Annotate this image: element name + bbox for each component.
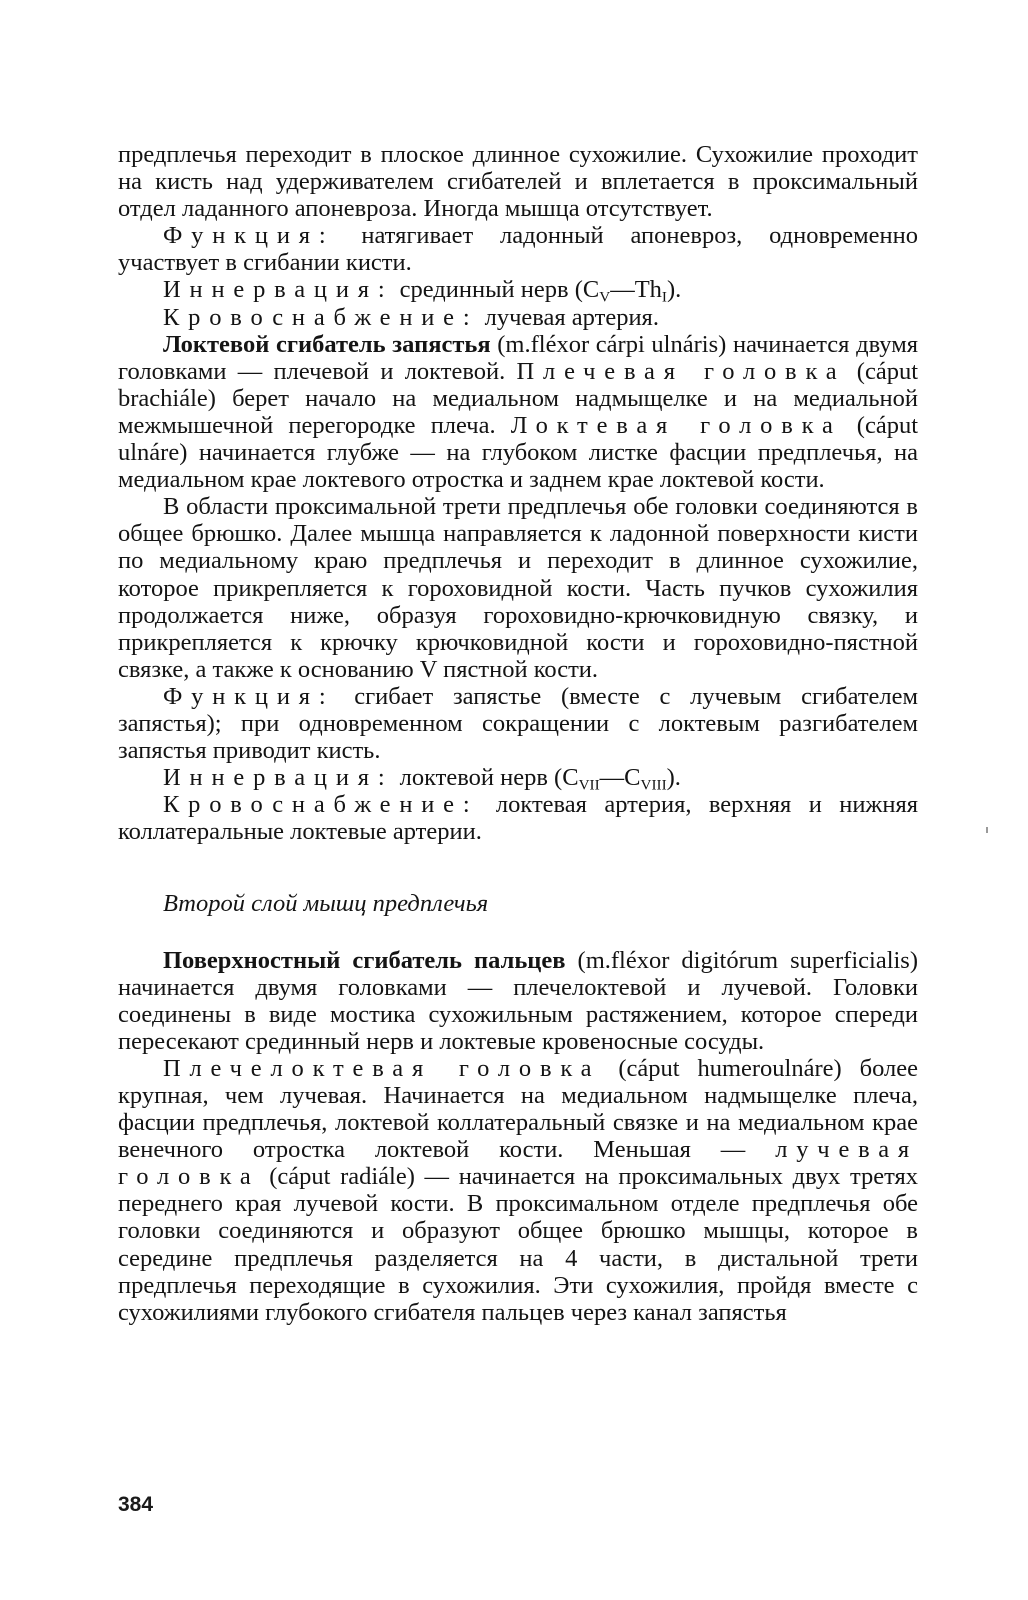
innervation-label: Иннервация:	[163, 276, 394, 304]
function-text: натягивает ладонный апоневроз, одновременно участвует в сгибании кисти.	[118, 222, 918, 277]
humeral-head-label: Плечевая головка	[516, 357, 846, 385]
innervation-subscript: VII	[578, 776, 600, 794]
innervation-dash: —C	[599, 764, 641, 792]
function-paragraph	[118, 683, 918, 764]
innervation-label: Иннервация:	[163, 764, 394, 792]
superficial-flexor-text: начинается двумя головками — плечелоктевой и лучевой. Головки соединены в виде мостика сухожильным растяжением, которое спереди пересекают срединный нерв и локтевые кровеносные сосуды.	[118, 973, 918, 1055]
function-label: Функция:	[163, 682, 335, 710]
humeral-head-latin: (cáput brachiále)	[118, 357, 918, 412]
humeroulnar-head-label: Плечелоктевая головка	[163, 1054, 601, 1082]
humeral-head-text: берет начало на медиальном надмыщелке и на медиальной межмышечной перегородке плеча.	[118, 384, 919, 439]
innervation-subscript: I	[661, 288, 667, 306]
function-label: Функция:	[163, 222, 335, 250]
section-heading: Второй слой мышц предплечья	[163, 890, 489, 918]
page-number: 384	[118, 1493, 154, 1516]
ulnar-flexor-course-paragraph: В области проксимальной трети предплечья обе головки соединяются в общее брюшко. Далее мышца направляется к ладонной поверхности кисти по медиальному краю предплечья и переходит в длинное сухожилие, которое прикрепляется к гороховидной кости. Часть пучков сухожилия продолжается ниже, образуя гороховидно-крючковидную связку, и прикрепляется к крючку крючковидной кости и гороховидно-пястной связке, а также к основанию V пястной кости.	[118, 493, 918, 683]
innervation-text: локтевой нерв (C	[399, 764, 579, 792]
ulnar-head-latin: (cáput ulnáre)	[118, 411, 919, 467]
humeroulnar-head-paragraph	[118, 1055, 918, 1326]
superficial-flexor-latin: (m.fléxor digitórum superficialis)	[577, 946, 918, 974]
blood-supply-label: Кровоснабжение:	[163, 791, 479, 819]
margin-mark	[986, 827, 988, 833]
innervation-text: срединный нерв (C	[399, 276, 600, 304]
ulnar-head-text: начинается глубже — на глубоком листке фасции предплечья, на медиальном крае локтевого отростка и заднем крае локтевой кости.	[118, 439, 918, 494]
ulnar-head-label: Локтевая головка	[510, 411, 842, 439]
humeroulnar-head-latin: (cáput humeroulnáre)	[618, 1054, 842, 1082]
function-paragraph	[118, 222, 918, 276]
blood-supply-paragraph	[118, 304, 918, 331]
blood-supply-text: локтевая артерия, верхняя и нижняя коллатеральные локтевые артерии.	[118, 791, 919, 846]
innervation-subscript: V	[599, 288, 611, 306]
innervation-end: ).	[666, 764, 681, 792]
innervation-subscript: VIII	[640, 776, 667, 794]
radial-head-latin: (cáput radiále)	[269, 1163, 415, 1191]
function-text: сгибает запястье (вместе с лучевым сгибателем запястья); при одновременном сокращении с локтевым разгибателем запястья приводит кисть.	[118, 682, 919, 765]
innervation-end: ).	[666, 276, 682, 304]
humeroulnar-head-text: более крупная, чем лучевая. Начинается на медиальном надмыщелке плеча, фасции предплечья, локтевой коллатеральный связке и на медиальном крае венечного отростка локтевой кости. Меньшая —	[118, 1054, 918, 1164]
innervation-paragraph	[118, 276, 918, 306]
ulnar-flexor-latin: (m.fléxor cárpi ulnáris)	[497, 330, 727, 358]
ulnar-flexor-title: Локтевой сгибатель запястья	[163, 330, 491, 358]
blood-supply-paragraph	[118, 791, 918, 845]
intro-paragraph: предплечья переходит в плоское длинное сухожилие. Сухожилие проходит на кисть над удерживателем сгибателей и вплетается в проксимальный отдел ладанного апоневроза. Иногда мышца отсутствует.	[118, 141, 918, 223]
superficial-flexor-paragraph	[118, 947, 918, 1055]
innervation-dash: —Th	[610, 276, 662, 304]
radial-head-label: лучевая головка	[118, 1136, 918, 1191]
radial-head-text: — начинается на проксимальных двух третях переднего края лучевой кости. В проксимальном отделе предплечья обе головки соединяются и образуют общее брюшко мышцы, которое в середине предплечья разделяется на 4 части, в дистальной трети предплечья переходящие в сухожилия. Эти сухожилия, пройдя вместе с сухожилиями глубокого сгибателя пальцев через канал запястья	[118, 1163, 918, 1326]
ulnar-flexor-paragraph	[118, 331, 918, 494]
page-text	[118, 141, 918, 1326]
superficial-flexor-title: Поверхностный сгибатель пальцев	[163, 946, 566, 974]
blood-supply-label: Кровоснабжение:	[163, 303, 479, 331]
ulnar-flexor-text: начинается двумя головками — плечевой и локтевой.	[118, 330, 918, 385]
innervation-paragraph	[118, 764, 918, 794]
blood-supply-text: лучевая артерия.	[484, 303, 659, 331]
